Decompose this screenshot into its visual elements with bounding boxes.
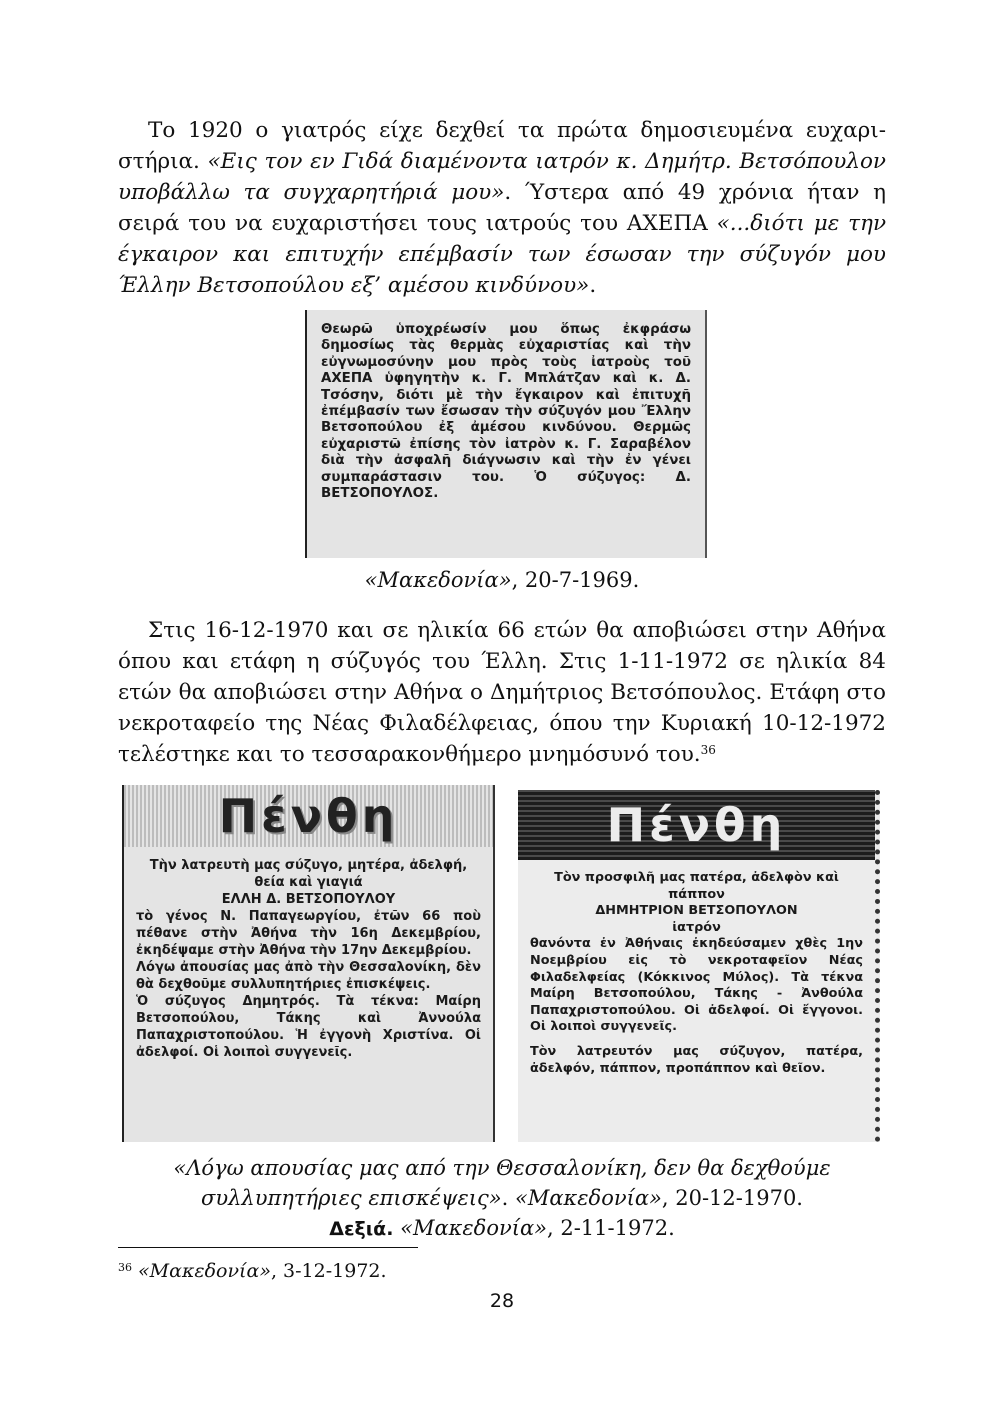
para1-quote-2: «...διότι με την έγκαιρον και επιτυχήν επέμβασίν των έσωσαν την σύζυγόν μου Έλλην Βετσοπούλου εξ’ αμέσου κινδύνου» [118, 211, 887, 298]
obituary-clipping-elli [122, 785, 495, 1142]
obituary-masthead-right: Πένθη [518, 790, 875, 860]
para2-text: Στις 16-12-1970 και σε ηλικία 66 ετών θα αποβιώσει στην Αθήνα όπου και ετάφη η σύζυγός του Έλλη. Στις 1-11-1972 σε ηλικία 84 ετών θα αποβιώσει στην Αθήνα ο Δημήτριος Βετσόπουλος. Ετάφη στο νεκροταφείο της Νέας Φιλαδέλφειας, όπου την Κυριακή 10-12-1972 τελέστηκε και το τεσσαρακονθήμερο μνημόσυνό του. [118, 618, 886, 767]
caption-clippings-2-3 [118, 1153, 886, 1244]
footnote-reference[interactable]: 36 [700, 743, 716, 757]
obituary-elli-line4: Ὁ σύζυγος Δημητρός. Τὰ τέκνα: Μαίρη Βετσοπούλου, Τάκης καὶ Ἀννούλα Παπαχριστοπούλου. Ἡ ἐγγονὴ Χριστίνα. Οἱ ἀδελφοί. Οἱ λοιποὶ συγγενεῖς. [136, 994, 481, 1060]
footnote-source: «Μακεδονία» [138, 1260, 271, 1282]
newspaper-clipping-thanks [305, 310, 707, 558]
obituary-dimitrios-line1: Τὸν προσφιλῆ μας πατέρα, ἀδελφὸν καὶ πάππον [554, 870, 839, 902]
caption-clipping-1 [118, 565, 886, 595]
obituary-dimitrios-line3: Τὸν λατρευτόν μας σύζυγον, πατέρα, ἀδελφόν, πάππον, προπάππον καὶ θεῖον. [530, 1043, 863, 1076]
paragraph-2 [118, 615, 886, 770]
obituary-dimitrios-name: ΔΗΜΗΤΡΙΟΝ ΒΕΤΣΟΠΟΥΛΟΝ [595, 903, 798, 919]
footnote-36 [118, 1258, 387, 1284]
caption2-quote: «Λόγω απουσίας μας από την Θεσσαλονίκη, δεν θα δεχθούμε συλλυπητήριες επισκέψεις» [173, 1156, 831, 1210]
para1-end: . [589, 273, 597, 298]
caption2-date: , 20-12-1970. [661, 1186, 803, 1210]
page-number: 28 [489, 1290, 515, 1312]
obituary-elli-line1: Τὴν λατρευτὴ μας σύζυγο, μητέρα, ἀδελφή, θεία καὶ γιαγιά [149, 858, 468, 890]
footnote-number: 36 [118, 1261, 132, 1274]
footnote-date: , 3-12-1972. [270, 1260, 387, 1282]
obituary-elli-line3: Λόγω ἀπουσίας μας ἀπὸ τὴν Θεσσαλονίκη, δὲν θὰ δεχθοῦμε συλλυπητήριες ἐπισκέψεις. [136, 960, 481, 992]
obituary-clipping-dimitrios [518, 790, 880, 1142]
obituary-dimitrios-title: ἰατρόν [672, 919, 721, 935]
obituary-masthead-left: Πένθη [124, 785, 493, 847]
caption2-source: «Μακεδονία» [514, 1186, 662, 1210]
obituary-elli-line2: τὸ γένος Ν. Παπαγεωργίου, ἐτῶν 66 ποὺ πέθανε στὴν Ἀθήνα τὴν 16η Δεκεμβρίου, ἐκηδέψαμε στὴν Ἀθήνα τὴν 17ην Δεκεμβρίου. [136, 909, 481, 958]
caption2-right-label: Δεξιά. [329, 1218, 394, 1240]
para1-intro: Το 1920 ο γιατρός είχε δεχθεί τα πρώτα δημοσιευμένα ευχαρι-στήρια. [118, 118, 886, 174]
caption2-source-2: «Μακεδονία» [400, 1216, 547, 1240]
caption1-date: , 20-7-1969. [511, 568, 640, 592]
caption1-source: «Μακεδονία» [364, 568, 512, 592]
caption2-sep: . [501, 1186, 515, 1210]
obituary-dimitrios-line2: θανόντα ἐν Ἀθήναις ἐκηδεύσαμεν χθὲς 1ην Νοεμβρίου εἰς τὸ νεκροταφεῖον Νέας Φιλαδελφείας (Κόκκινος Μύλος). Τὰ τέκνα Μαίρη Βετσοπούλου, Τάκης - Ἀνθούλα Παπαχριστοπούλου. Οἱ ἀδελφοί. Οἱ ἔγγονοι. Οἱ λοιποὶ συγγενεῖς. [530, 936, 863, 1035]
footnote-separator [118, 1247, 418, 1248]
clipping-thanks-text: Θεωρῶ ὑποχρέωσίν μου ὅπως ἐκφράσω δημοσίως τὰς θερμὰς εὐχαριστίας καὶ τὴν εὐγνωμοσύνην μου πρὸς τοὺς ἰατροὺς τοῦ ΑΧΕΠΑ ὑφηγητὴν κ. Γ. Μπλάτζαν καὶ κ. Δ. Τσόσην, διότι μὲ τὴν ἔγκαιρον καὶ ἐπιτυχῆ ἐπέμβασίν των ἔσωσαν τὴν σύζυγόν μου Ἔλλην Βετσοπούλου ἐξ ἀμέσου κινδύνου. Θερμῶς εὐχαριστῶ ἐπίσης τὸν ἰατρὸν κ. Γ. Σαραβέλον διὰ τὴν ἀσφαλῆ διάγνωσιν καὶ τὴν ἐν γένει συμπαράστασιν του. Ὁ σύζυγος: Δ. ΒΕΤΣΟΠΟΥΛΟΣ. [321, 322, 691, 502]
para1-middle: . Ύστερα από 49 χρόνια ήταν η σειρά του να ευχαριστήσει τους ιατρούς του ΑΧΕΠΑ [118, 180, 886, 236]
paragraph-1 [118, 115, 886, 301]
caption2-date-2: , 2-11-1972. [547, 1216, 675, 1240]
obituary-elli-name: ΕΛΛΗ Δ. ΒΕΤΣΟΠΟΥΛΟΥ [221, 892, 396, 907]
para1-quote-1: «Εις τον εν Γιδά διαμένοντα ιατρόν κ. Δημήτρ. Βετσόπουλον υποβάλλω τα συγχαρητήριά μου» [118, 149, 886, 205]
